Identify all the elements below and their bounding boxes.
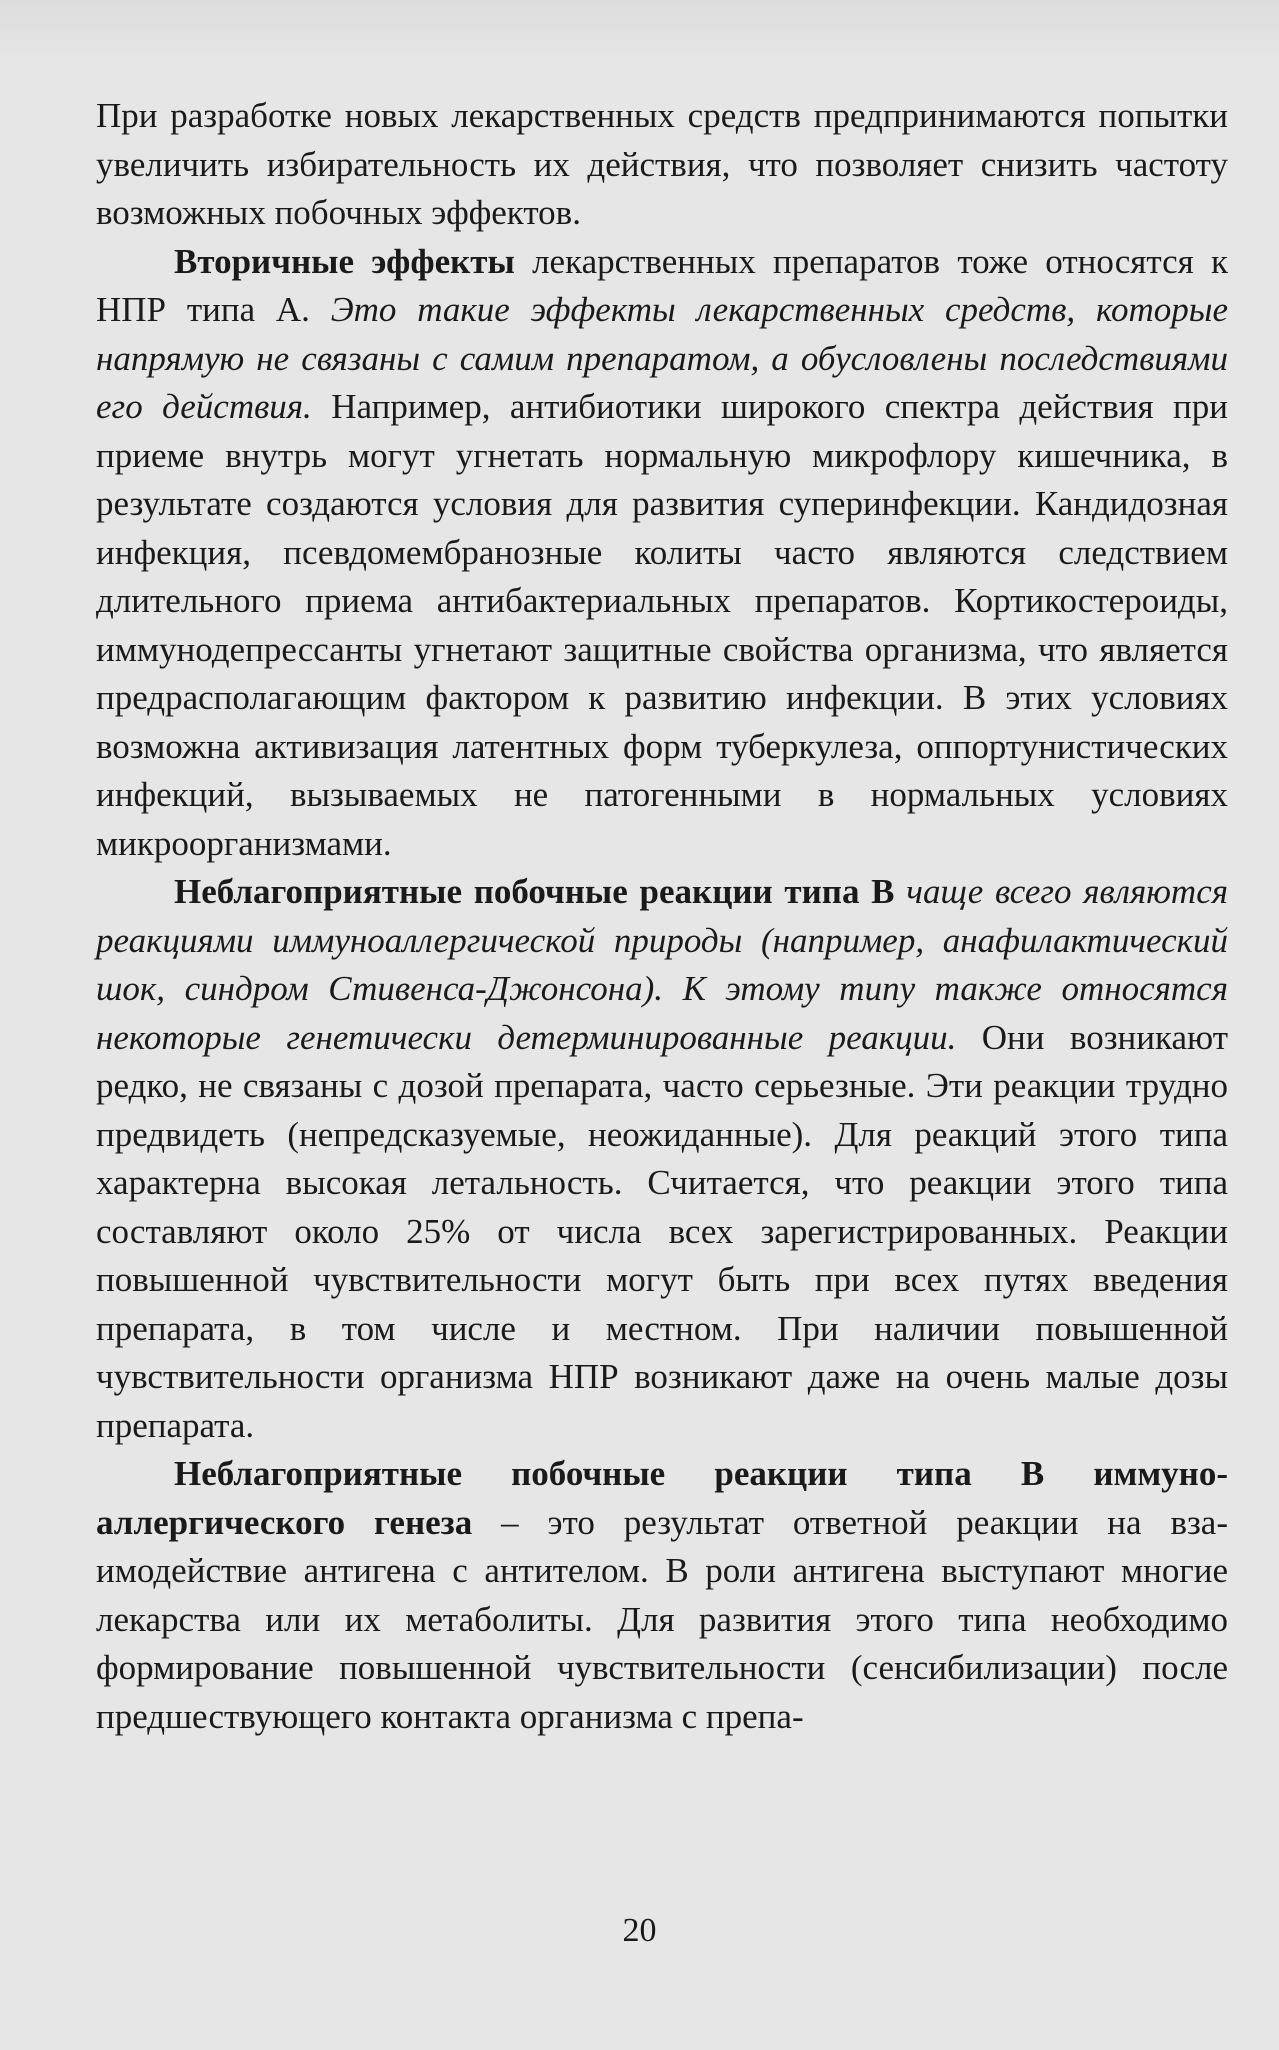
definition-italic: чаще всего являются реакциями иммуноаллергической природы (например, анафилактический шок, синдром Стивенса-Джонсона). К этому типу также относятся некоторые генетически детерминированные реакции. [96,872,1228,1057]
term-type-b-immunoallergic: Неблагоприятные побочные реакции типа В иммуноаллергического генеза [96,1454,1228,1542]
text-run [895,872,907,911]
text-run: Например, антибиотики широкого спектра действия при приеме внутрь могут угнетать нормальную микрофлору кишечника, в результате создаются условия для развития суперинфекции. Кандидозная инфекция, псевдомембранозные колиты часто являются следствием длительного приема антибактериальных препаратов. Кортикостероиды, иммунодепрессанты угнетают защитные свойства организма, что является предрасполагающим фактором к развитию инфекции. В этих условиях возможна активизация латентных форм туберкулеза, оппортунистических инфекций, вызываемых не патогенными в нормальных условиях микроорганизмами. [96,387,1228,863]
paragraph-type-b [96,868,1228,1450]
text-run: – это результат ответной реакции на взаимодействие антигена с антителом. В роли антигена выступают многие лекарства или их метаболиты. Для развития этого типа необходимо формирование повышенной чувствительности (сенсибилизации) после предшествующего контакта организма с препа- [96,1502,1228,1736]
paragraph-type-b-immunoallergic [96,1450,1228,1741]
text-run: лекарственных препаратов тоже относятся к НПР типа А. [96,241,1229,329]
definition-italic: Это такие эффекты лекарственных средств, которые напрямую не связаны с самим препаратом, а обусловлены последствиями его действия. [96,290,1228,426]
text-run: При разработке новых лекарственных средств предпринимаются попытки увеличить избирательность их действия, что позволяет снизить частоту возможных побочных эффектов. [96,96,1228,232]
paragraph-secondary-effects [96,238,1228,869]
page-shadow [0,0,1279,60]
page-number: 20 [622,1912,657,1949]
paragraph [96,92,1228,238]
text-run: Они возникают редко, не связаны с дозой препарата, часто серьезные. Эти реакции трудно предвидеть (непредсказуемые, неожиданные). Для реакций этого типа характерна высокая летальность. Считается, что реакции этого типа составляют около 25% от числа всех зарегистрированных. Реакции повышенной чувствительности могут быть при всех путях введения препарата, в том числе и местном. При наличии повышенной чувствительности организма НПР возникают даже на очень малые дозы препарата. [96,1017,1228,1445]
term-secondary-effects: Вторичные эффекты [174,241,515,281]
body-text [96,92,1228,1741]
term-type-b-reactions: Неблагоприятные побочные реакции типа В [174,872,895,911]
